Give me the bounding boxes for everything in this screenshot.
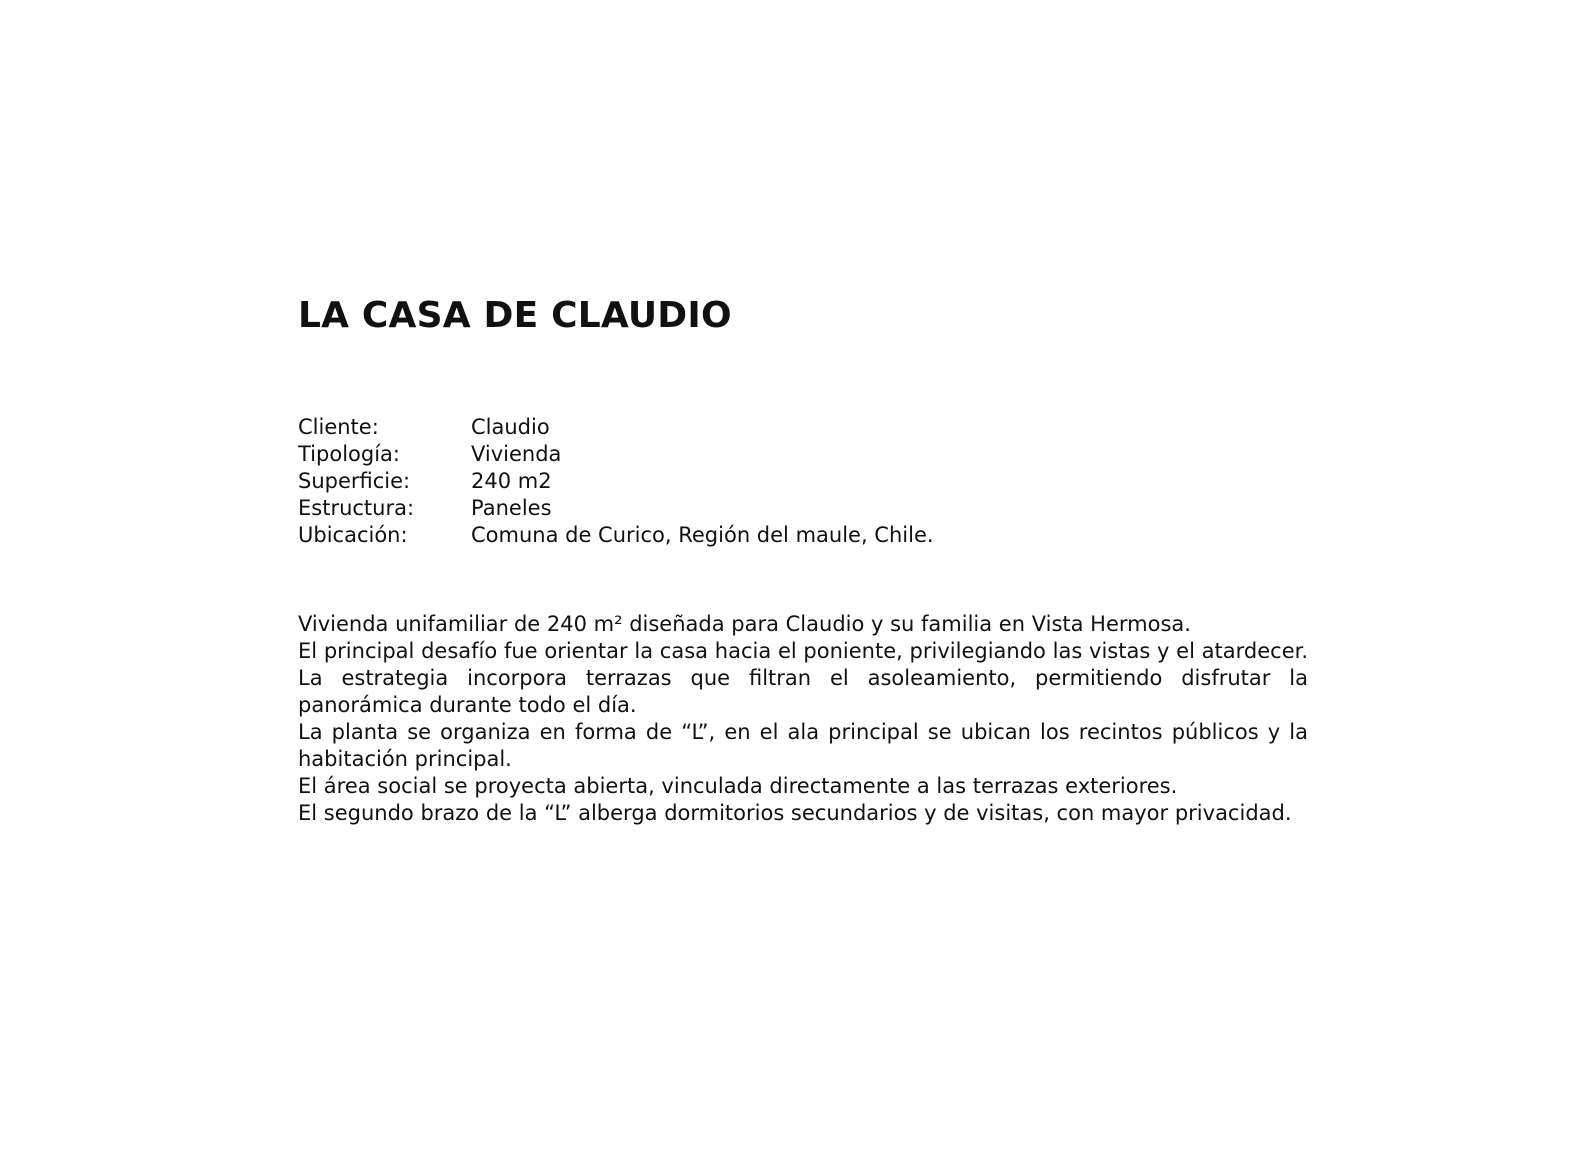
spec-value: Vivienda [471, 442, 562, 466]
spec-row-estructura [298, 495, 1308, 522]
spec-label: Estructura: [298, 496, 415, 520]
spec-value: 240 m2 [471, 469, 552, 493]
project-specs [298, 414, 1308, 549]
description-paragraph: La planta se organiza en forma de “L”, en el ala principal se ubican los recintos públicos y la habitación principal. [298, 720, 1308, 771]
spec-value: Paneles [471, 496, 552, 520]
description-paragraph: El área social se proyecta abierta, vinculada directamente a las terrazas exteriores. [298, 774, 1178, 798]
spec-label: Ubicación: [298, 523, 408, 547]
description-paragraph: El segundo brazo de la “L” alberga dormitorios secundarios y de visitas, con mayor privacidad. [298, 801, 1292, 825]
document-page [298, 288, 1308, 827]
spec-label: Superficie: [298, 469, 411, 493]
spec-value: Claudio [471, 415, 550, 439]
spec-row-ubicacion [298, 522, 1308, 549]
page-title: LA CASA DE CLAUDIO [298, 295, 732, 336]
spec-row-cliente [298, 414, 1308, 441]
spec-label: Cliente: [298, 415, 379, 439]
spec-row-tipologia [298, 441, 1308, 468]
project-description [298, 611, 1308, 827]
spec-value: Comuna de Curico, Región del maule, Chile. [471, 523, 934, 547]
spec-row-superficie [298, 468, 1308, 495]
spec-label: Tipología: [298, 442, 400, 466]
description-paragraph: El principal desafío fue orientar la casa hacia el poniente, privilegiando las vistas y el atardecer. La estrategia incorpora terrazas que filtran el asoleamiento, permitiendo disfrutar la panorámica durante todo el día. [298, 639, 1308, 717]
description-paragraph: Vivienda unifamiliar de 240 m² diseñada para Claudio y su familia en Vista Hermosa. [298, 612, 1191, 636]
